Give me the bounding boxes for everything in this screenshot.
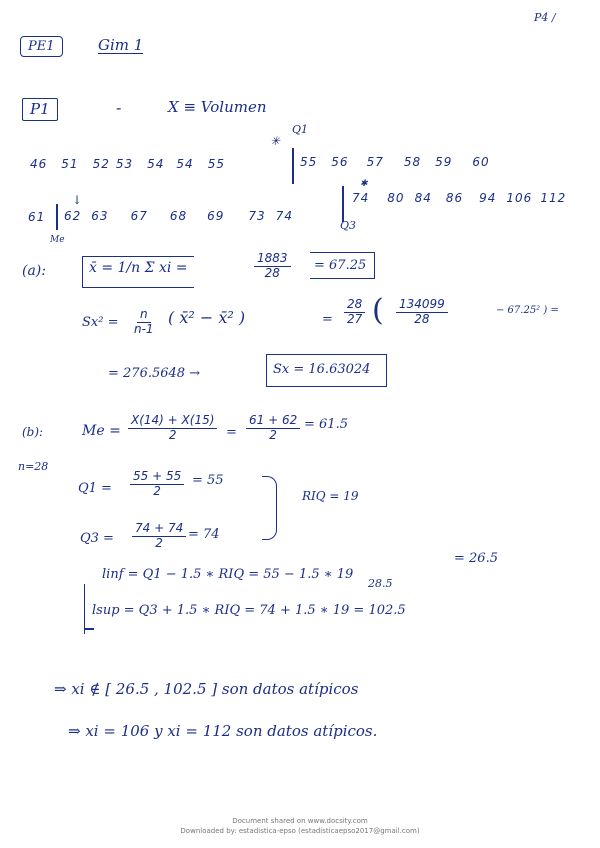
data-value: 46 [30,157,48,171]
data-value: 74 [275,209,293,223]
me-marker-label: Me [50,235,65,245]
data-value: 62 [64,209,82,223]
me-lhs: Me = [82,423,121,439]
data-value: 55 [207,157,225,171]
sx2-factor [134,308,154,337]
me-divider [56,204,58,230]
sx2-inner-num: 134099 [396,298,448,313]
data-value: 51 [61,157,79,171]
data-value: 80 [387,191,405,205]
me-eq: = [226,425,237,440]
q1-denominator: 2 [153,483,161,498]
data-value: 84 [414,191,432,205]
q3-fraction [132,522,186,551]
sd-box: Sx = 16.63024 [266,354,387,387]
conclusion-1: ⇒ xi ∉ [ 26.5 , 102.5 ] son datos atípicos [54,680,359,698]
data-row-2-mid [64,210,293,222]
q1-asterisk: ✳ [270,134,281,148]
q3-value: = 74 [188,527,220,542]
data-value: 58 [403,155,422,169]
q1-value: = 55 [192,473,224,488]
data-value: 68 [169,209,188,223]
quartile-brace [262,476,277,540]
page-tag: P4 / [534,11,556,24]
part-a-label: (a): [22,263,46,279]
part-b-label: (b): [22,425,44,439]
data-row-1-right [300,156,490,168]
linf-result: 28.5 [368,577,393,590]
sx2-outer-den: 27 [347,311,363,326]
linf-equation: linf = Q1 − 1.5 ∗ RIQ = 55 − 1.5 ∗ 19 [102,567,354,582]
sx2-factor-num: n [137,308,151,323]
data-value: 60 [472,155,490,169]
problem-dash: - [116,98,122,117]
me-numerator-2: 61 + 62 [246,414,300,429]
q3-denominator: 2 [155,535,163,550]
me-value: = 61.5 [304,417,348,432]
data-value: 54 [147,157,165,171]
lsup-equation: lsup = Q3 + 1.5 ∗ RIQ = 74 + 1.5 ∗ 19 = 102.5 [92,603,406,618]
q3-divider [342,186,344,222]
mean-denominator: 28 [264,265,280,280]
sx2-inner-fraction [396,298,448,327]
sx2-lhs: Sx² = [82,315,119,330]
q1-divider [292,148,294,184]
data-value: 67 [130,209,148,223]
sx2-factor-den: n-1 [134,321,154,336]
q3-asterisk: ✱ [360,179,368,189]
me-denominator: 2 [168,427,177,442]
sx2-eq: = [322,312,333,327]
data-value: 53 [115,157,134,171]
problem-label: P1 [22,98,58,121]
me-arrow: ↓ [72,193,83,207]
data-value: 57 [366,155,384,169]
data-row-2-right [352,192,566,204]
q1-numerator: 55 + 55 [130,470,184,485]
me-fraction [128,414,217,443]
mean-numerator: 1883 [254,252,291,267]
data-value: 112 [540,191,567,205]
footer-downloaded: Downloaded by: estadistica-epso (estadisticaepso2017@gmail.com) [180,827,420,835]
conclusion-2: ⇒ xi = 106 y xi = 112 son datos atípicos. [68,722,378,740]
riq-value: RIQ = 19 [302,489,359,503]
data-value: 86 [445,191,464,205]
data-value: 73 [248,209,266,223]
data-value: 54 [176,157,194,171]
me-numerator: X(14) + X(15) [128,414,217,429]
data-row-2-left [28,211,51,223]
sx2-open-paren: ( [372,293,384,328]
sx2-outer-fraction [344,298,365,327]
data-value: 61 [28,210,46,224]
q3-marker [340,220,356,231]
mean-value: = 67.25 [310,252,375,279]
exam-label: PE1 [20,36,63,57]
q1-marker-label: Q1 [292,123,309,136]
data-value: 56 [331,155,349,169]
n-label: n=28 [18,460,49,473]
q1-lhs: Q1 = [78,481,112,496]
mean-fraction [254,252,291,281]
limits-bracket-arrow [84,628,94,630]
sx2-outer-num: 28 [344,298,365,313]
variable-definition: X ≡ Volumen [168,98,267,116]
q3-numerator: 74 + 74 [132,522,186,537]
q1-fraction [130,470,184,499]
mean-formula [82,256,194,288]
data-value: 55 [300,155,318,169]
mean-lhs: x̄ = 1/n Σ xi = [89,260,188,276]
data-value: 63 [91,209,109,223]
group-label: Gim 1 [98,36,144,54]
sx2-tail: − 67.25² ) = [496,305,559,316]
data-value: 94 [479,191,497,205]
data-value: 106 [506,191,533,205]
data-value: 52 [92,157,110,171]
q1-marker [292,124,308,135]
data-value: 59 [435,155,453,169]
variance-value: = 276.5648 → [108,366,201,381]
me-fraction-2 [246,414,300,443]
sx2-paren: ( x̄² − x̄² ) [168,308,246,327]
me-marker [50,236,65,245]
data-value: 69 [207,209,225,223]
linf-value: = 26.5 [454,551,498,566]
q3-marker-label: Q3 [340,219,357,232]
data-value: 74 [352,191,370,205]
q3-lhs: Q3 = [80,531,114,546]
sx2-inner-den: 28 [414,311,430,326]
data-row-1-left [30,158,225,170]
footer-shared: Document shared on www.docsity.com [232,817,368,825]
me-denominator-2: 2 [269,427,277,442]
